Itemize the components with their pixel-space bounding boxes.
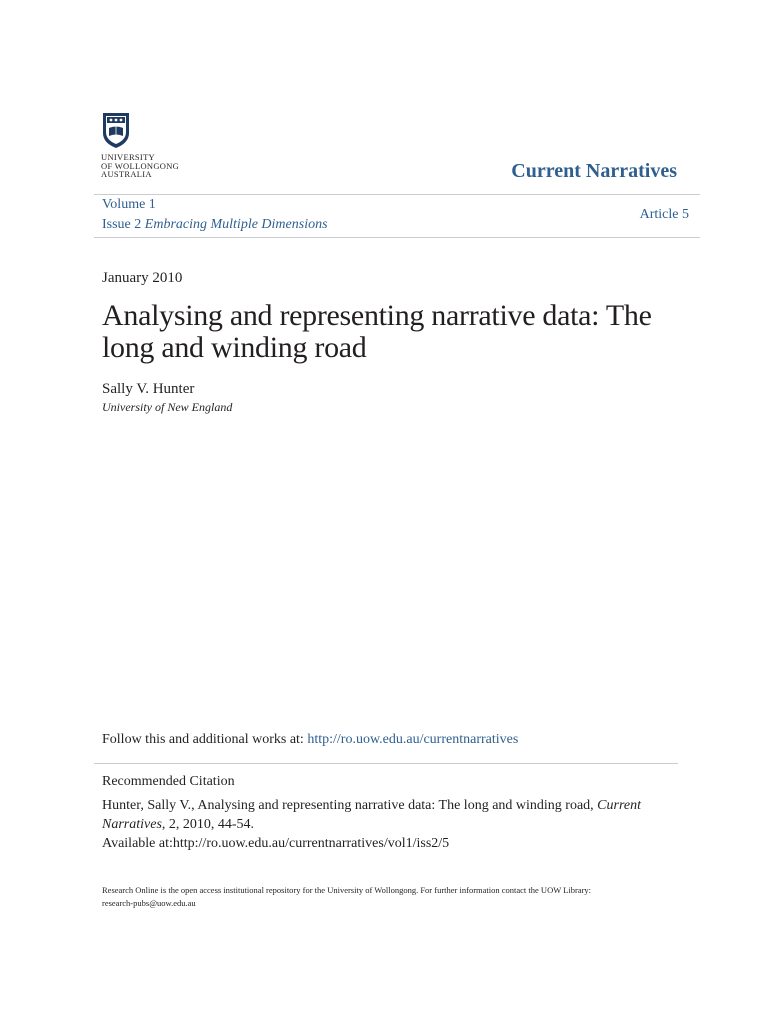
footer-text: Research Online is the open access institutional repository for the University of Wollongong. For further information contact the UOW Library: [102, 885, 592, 895]
citation-journal: Current Narratives [102, 798, 641, 832]
article-title: Analysing and representing narrative data: The long and winding road [102, 299, 652, 364]
author-name: Sally V. Hunter [102, 381, 195, 397]
author-affiliation: University of New England [102, 400, 233, 414]
citation-divider [94, 763, 678, 764]
issue-link[interactable] [102, 217, 328, 233]
citation-text: Hunter, Sally V., Analysing and representing narrative data: The long and winding road, [102, 798, 598, 813]
issue-number: Issue 2 [102, 217, 142, 232]
journal-title-link[interactable]: Current Narratives [511, 160, 677, 182]
citation-block [102, 796, 682, 853]
footer-email[interactable]: research-pubs@uow.edu.au [102, 898, 196, 908]
publication-date: January 2010 [102, 270, 183, 286]
citation-details: , 2, 2010, 44-54. [161, 817, 255, 832]
university-crest-icon [101, 111, 131, 149]
volume-link[interactable]: Volume 1 [102, 197, 156, 212]
logo-line-1: UNIVERSITY [101, 152, 155, 162]
logo-line-2: OF WOLLONGONG [101, 160, 180, 171]
citation-heading: Recommended Citation [102, 774, 235, 789]
follow-text: Follow this and additional works at: [102, 732, 308, 747]
issue-divider [94, 237, 700, 238]
citation-available: Available at:http://ro.uow.edu.au/currentnarratives/vol1/iss2/5 [102, 836, 450, 851]
repository-link[interactable]: http://ro.uow.edu.au/currentnarratives [307, 732, 519, 747]
article-number-link[interactable]: Article 5 [639, 207, 689, 222]
footer-note [102, 884, 682, 910]
university-logo [101, 111, 191, 179]
logo-line-3: AUSTRALIA [101, 169, 152, 179]
header-divider [94, 194, 700, 195]
issue-title: Embracing Multiple Dimensions [144, 217, 328, 232]
follow-line [102, 732, 518, 748]
